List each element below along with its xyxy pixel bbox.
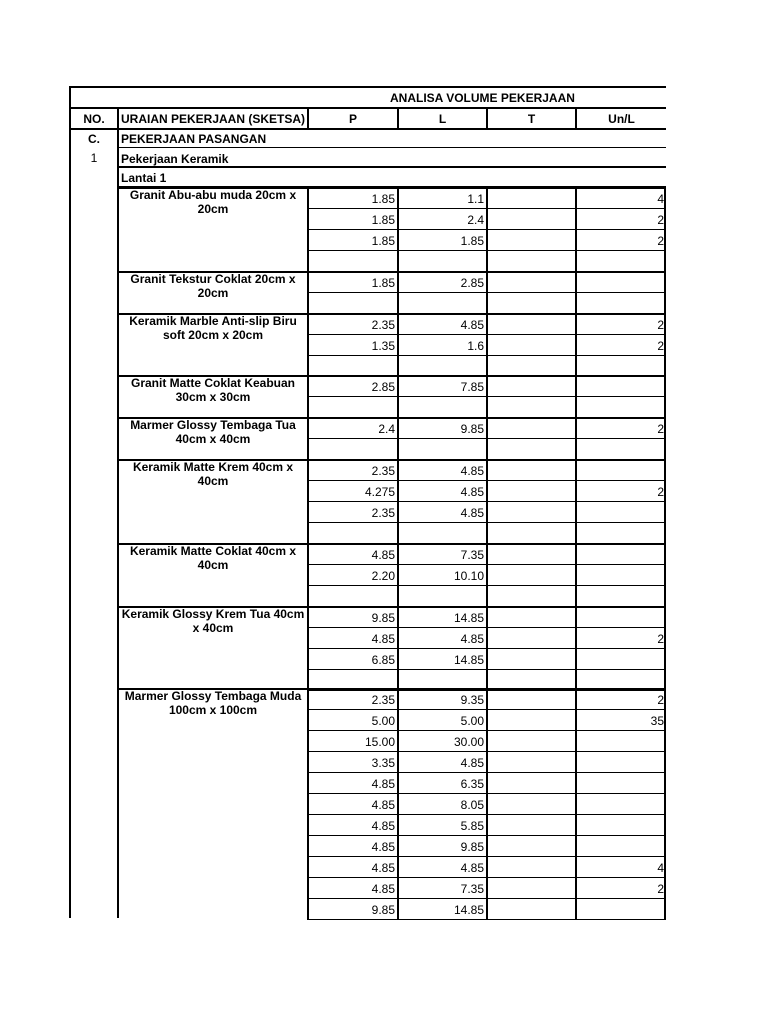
value-p: 2.20 [371,569,395,583]
row-line [309,438,666,439]
value-u: 2 [657,882,664,896]
work-item-name: Granit Matte Coklat Keabuan 30cm x 30cm [130,376,296,404]
subsection-name: Pekerjaan Keramik [121,152,229,166]
value-l: 4.85 [460,632,484,646]
value-l: 14.85 [453,903,484,917]
row-line [309,208,666,209]
value-p: 6.85 [371,653,395,667]
floor-label: Lantai 1 [121,171,167,185]
section-code: C. [88,132,100,146]
value-p: 2.35 [371,506,395,520]
sheet-title: ANALISA VOLUME PEKERJAAN [390,91,575,105]
row-line [309,480,666,481]
value-l: 7.85 [460,380,484,394]
row-line [309,835,666,836]
row-line [309,772,666,773]
value-p: 4.85 [371,632,395,646]
value-p: 4.85 [371,777,395,791]
value-u: 2 [657,339,664,353]
value-l: 1.1 [467,192,484,206]
row-line [309,396,666,397]
work-item-name: Keramik Glossy Krem Tua 40cm x 40cm [121,607,305,635]
value-u: 2 [657,485,664,499]
no-column-border [117,107,119,918]
work-item-name: Keramik Marble Anti-slip Biru soft 20cm x 20cm [129,314,297,342]
value-p: 4.85 [371,840,395,854]
value-l: 30.00 [453,735,484,749]
value-l: 7.35 [460,882,484,896]
value-u: 2 [657,422,664,436]
value-l: 1.85 [460,234,484,248]
value-u: 2 [657,213,664,227]
value-l: 9.85 [460,422,484,436]
header-p: P [348,112,357,126]
value-p: 4.85 [371,548,395,562]
work-item-name: Marmer Glossy Tembaga Tua 40cm x 40cm [130,418,296,446]
value-column-border [486,688,488,920]
value-l: 14.85 [453,653,484,667]
value-l: 1.6 [467,339,484,353]
section-underline [119,147,666,148]
value-p: 1.85 [371,192,395,206]
value-l: 4.85 [460,464,484,478]
value-l: 6.35 [460,777,484,791]
value-p: 3.35 [371,756,395,770]
row-line [309,522,666,523]
work-item-name: Granit Abu-abu muda 20cm x 20cm [129,188,297,216]
row-line [309,669,666,670]
value-p: 2.35 [371,693,395,707]
value-l: 5.00 [460,714,484,728]
top-border [69,86,666,88]
left-border [69,86,71,918]
value-l: 7.35 [460,548,484,562]
value-u: 4 [657,861,664,875]
row-line [309,229,666,230]
row-line [309,334,666,335]
value-l: 10.10 [453,569,484,583]
row-line [309,793,666,794]
header-uraian: URAIAN PEKERJAAN (SKETSA) [120,112,305,126]
value-l: 5.85 [460,819,484,833]
value-l: 14.85 [453,611,484,625]
subsection-no: 1 [90,151,98,165]
value-u: 2 [657,632,664,646]
value-p: 4.85 [371,861,395,875]
value-p: 1.85 [371,234,395,248]
value-p: 1.35 [371,339,395,353]
value-l: 4.85 [460,506,484,520]
value-p: 4.275 [364,485,395,499]
row-line [309,709,666,710]
value-p: 2.35 [371,464,395,478]
value-p: 2.4 [378,422,395,436]
value-column-border [575,543,577,607]
value-u: 4 [657,192,664,206]
value-u: 2 [657,693,664,707]
value-column-border [486,543,488,607]
value-p: 2.85 [371,380,395,394]
work-item-name: Keramik Matte Coklat 40cm x 40cm [129,544,297,572]
value-l: 9.85 [460,840,484,854]
value-u: 35 [650,714,664,728]
value-p: 4.85 [371,882,395,896]
row-line [309,730,666,731]
row-line [309,355,666,356]
value-column-border [664,313,666,377]
value-l: 2.4 [467,213,484,227]
section-name: PEKERJAAN PASANGAN [121,132,267,146]
value-l: 8.05 [460,798,484,812]
row-line [309,292,666,293]
row-line [309,627,666,628]
value-u: 2 [657,234,664,248]
row-line [309,814,666,815]
value-l: 9.35 [460,693,484,707]
value-p: 15.00 [364,735,395,749]
value-p: 5.00 [371,714,395,728]
subsection-underline [119,166,666,168]
value-p: 4.85 [371,819,395,833]
value-l: 4.85 [460,756,484,770]
work-item-name: Marmer Glossy Tembaga Muda 100cm x 100cm [124,689,302,717]
row-line [309,585,666,586]
work-item-name: Keramik Matte Krem 40cm x 40cm [132,460,294,488]
row-line [309,250,666,251]
header-no: NO. [83,112,105,126]
value-u: 2 [657,318,664,332]
value-p: 4.85 [371,798,395,812]
row-line [309,751,666,752]
row-line [309,564,666,565]
value-l: 4.85 [460,861,484,875]
row-line [309,856,666,857]
row-line [309,877,666,878]
value-p: 1.85 [371,213,395,227]
row-line [309,501,666,502]
value-column-border [486,313,488,377]
work-item-name: Granit Tekstur Coklat 20cm x 20cm [130,272,296,300]
value-p: 9.85 [371,903,395,917]
row-line [309,898,666,899]
header-t: T [527,112,536,126]
value-column-border [664,543,666,607]
value-l: 4.85 [460,318,484,332]
value-l: 4.85 [460,485,484,499]
row-line [309,919,666,920]
value-column-border [664,688,666,920]
value-p: 9.85 [371,611,395,625]
value-p: 1.85 [371,276,395,290]
header-unl: Un/L [608,112,635,126]
value-p: 2.35 [371,318,395,332]
row-line [309,648,666,649]
value-l: 2.85 [460,276,484,290]
header-l: L [438,112,447,126]
